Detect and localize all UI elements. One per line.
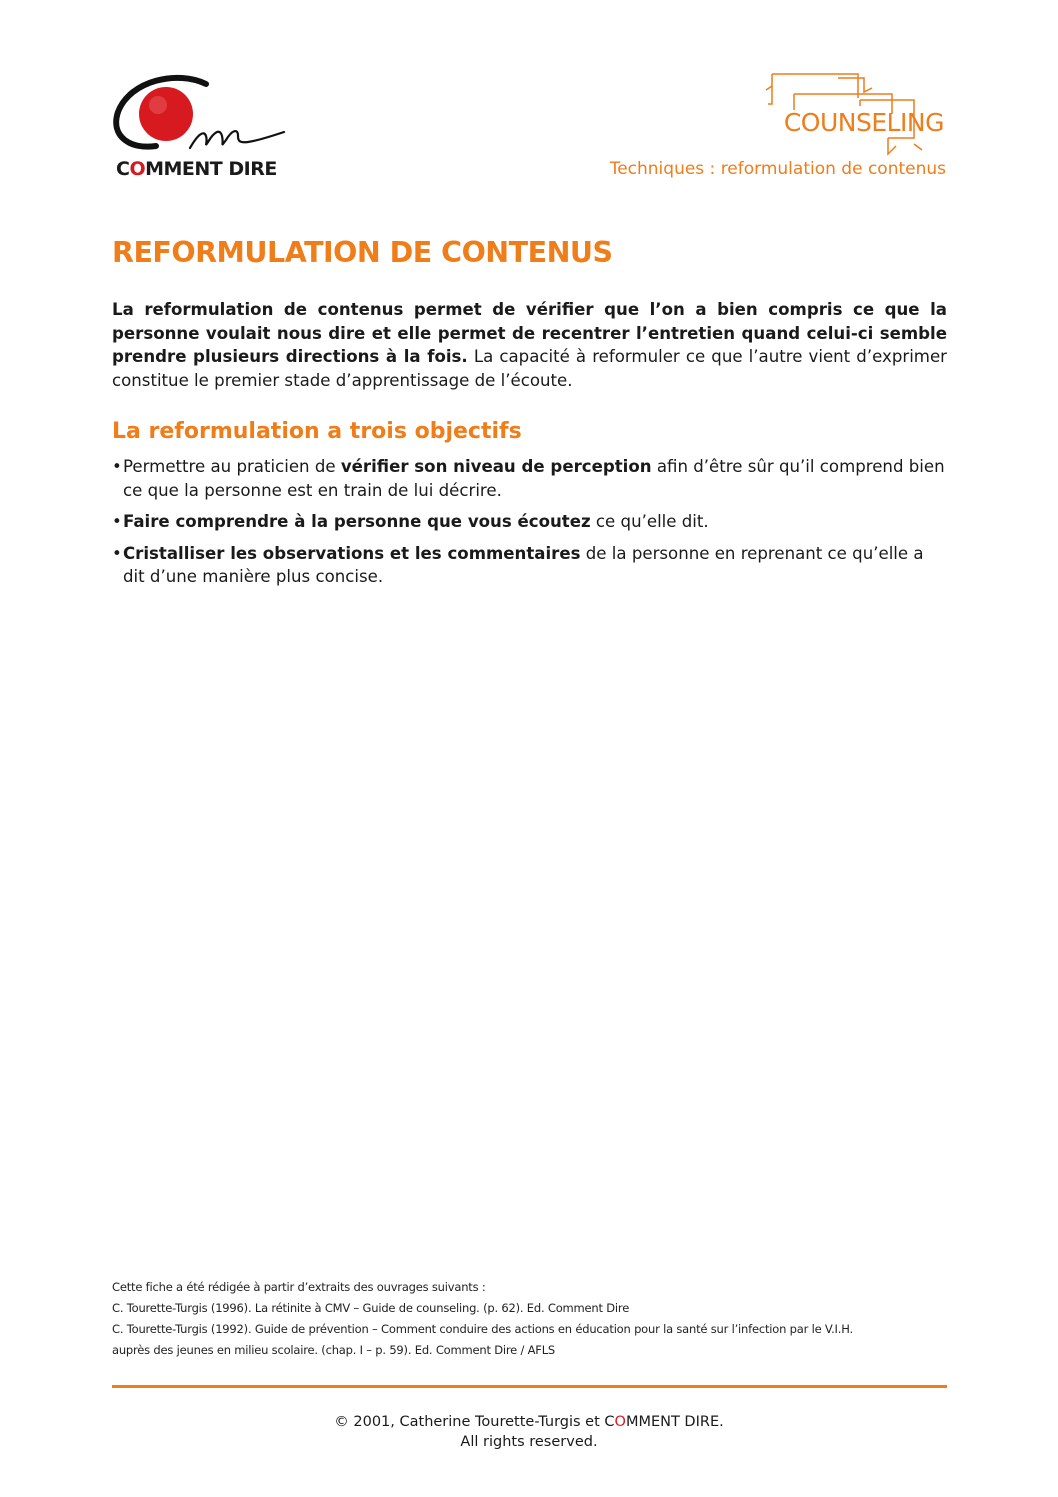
source-reference: C. Tourette-Turgis (1992). Guide de prévention – Comment conduire des actions en éducation pour la santé sur l’infection par le V.I.H.: [112, 1322, 853, 1336]
copyright-footer: [0, 1412, 1058, 1452]
logo-wordmark: COMMENT DIRE: [116, 158, 277, 180]
objectives-list: [112, 455, 947, 597]
copyright-line: © 2001, Catherine Tourette-Turgis et COMMENT DIRE.: [334, 1414, 724, 1430]
page-title: REFORMULATION DE CONTENUS: [112, 236, 613, 269]
list-item: • Permettre au praticien de vérifier son niveau de perception afin d’être sûr qu’il comprend bien ce que la personne est en train de lui décrire.: [112, 457, 945, 500]
intro-bold-text: La reformulation de contenus permet de vérifier que l’on a bien compris ce que la personne voulait nous dire et elle permet de recentrer l’entretien quand celui-ci semble prendre plusieurs directions à la fois.: [112, 300, 947, 366]
category-label: COUNSELING: [783, 108, 944, 137]
sources-block: [112, 1277, 952, 1361]
list-item: • Cristalliser les observations et les commentaires de la personne en reprenant ce qu’elle a dit d’une manière plus concise.: [112, 543, 924, 586]
footer-divider: [112, 1385, 947, 1388]
sources-intro: Cette fiche a été rédigée à partir d’extraits des ouvrages suivants :: [112, 1280, 486, 1294]
list-item: • Faire comprendre à la personne que vous écoutez ce qu’elle dit.: [112, 510, 947, 534]
source-reference: C. Tourette-Turgis (1996). La rétinite à CMV – Guide de counseling. (p. 62). Ed. Comment Dire: [112, 1301, 630, 1315]
bullet-icon: •: [112, 457, 122, 476]
intro-regular-text: La capacité à reformuler ce que l’autre vient d’exprimer constitue le premier stade d’apprentissage de l’écoute.: [112, 347, 948, 390]
objectives-heading: La reformulation a trois objectifs: [112, 419, 522, 444]
counseling-badge: [746, 70, 946, 160]
intro-paragraph: [112, 298, 947, 392]
rights-line: All rights reserved.: [460, 1434, 598, 1450]
bullet-icon: •: [112, 543, 122, 563]
source-reference: auprès des jeunes en milieu scolaire. (chap. I – p. 59). Ed. Comment Dire / AFLS: [112, 1343, 556, 1357]
comment-dire-logo: [108, 72, 298, 182]
bullet-icon: •: [112, 512, 122, 531]
section-subtitle: Techniques : reformulation de contenus: [609, 159, 946, 179]
logo-mark-icon: [108, 72, 298, 162]
